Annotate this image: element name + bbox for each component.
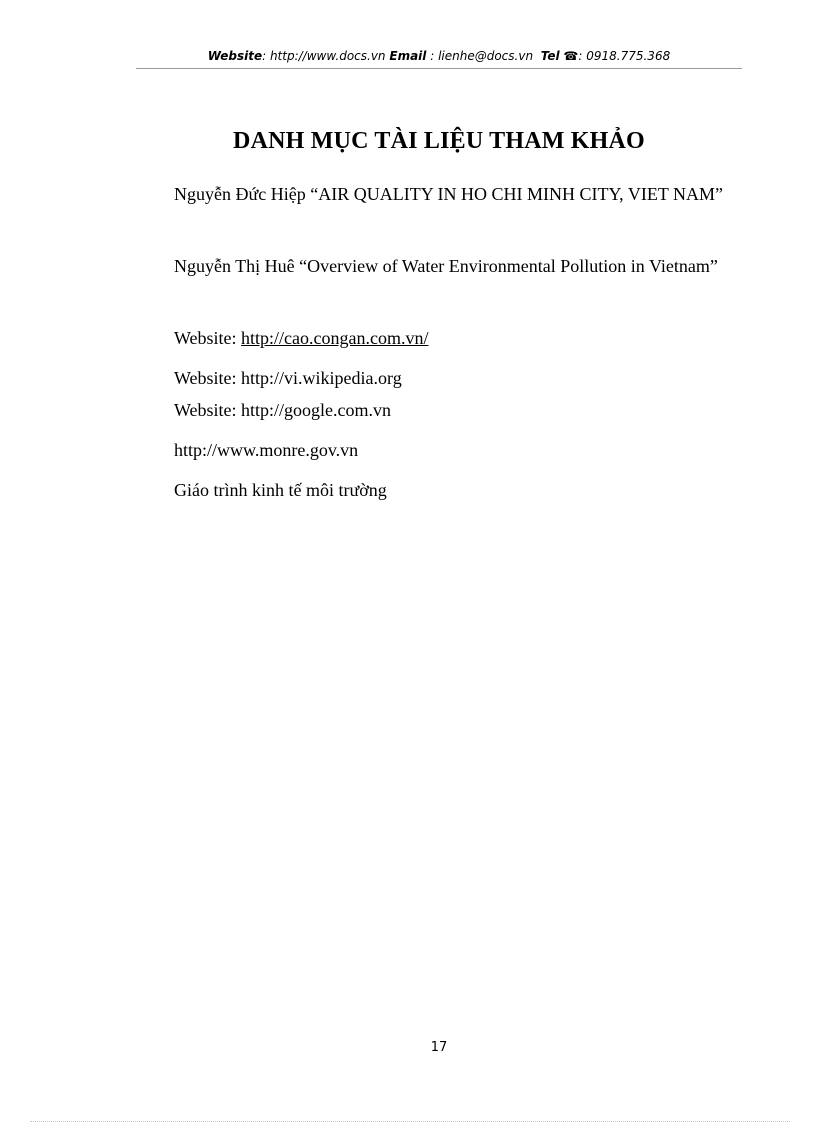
reference-item-2: Nguyễn Thị Huê “Overview of Water Environmental Pollution in Vietnam” <box>174 256 718 276</box>
tel-value: : 0918.775.368 <box>578 49 671 63</box>
reference-item-4: Website: http://vi.wikipedia.org <box>174 368 402 388</box>
website-value: : http://www.docs.vn <box>262 49 386 63</box>
reference-prefix: Website: <box>174 328 242 348</box>
tel-label: Tel <box>540 49 560 63</box>
reference-item-7: Giáo trình kinh tế môi trường <box>174 480 387 500</box>
website-label: Website <box>207 49 263 63</box>
reference-item-5: Website: http://google.com.vn <box>174 400 392 420</box>
email-value: : lienhe@docs.vn <box>426 49 534 63</box>
reference-item-3 <box>136 322 738 354</box>
reference-link[interactable]: http://cao.congan.com.vn/ <box>241 328 429 348</box>
footer-divider <box>30 1121 790 1122</box>
page-number: 17 <box>430 1040 448 1055</box>
email-label: Email <box>389 49 427 63</box>
reference-item-1: Nguyễn Đức Hiệp “AIR QUALITY IN HO CHI MINH CITY, VIET NAM” <box>174 184 724 204</box>
header-divider <box>136 68 742 69</box>
page-title: DANH MỤC TÀI LIỆU THAM KHẢO <box>233 128 645 154</box>
phone-icon: ☎ <box>563 49 579 63</box>
reference-item-6: http://www.monre.gov.vn <box>174 440 359 460</box>
page-header <box>136 46 742 68</box>
